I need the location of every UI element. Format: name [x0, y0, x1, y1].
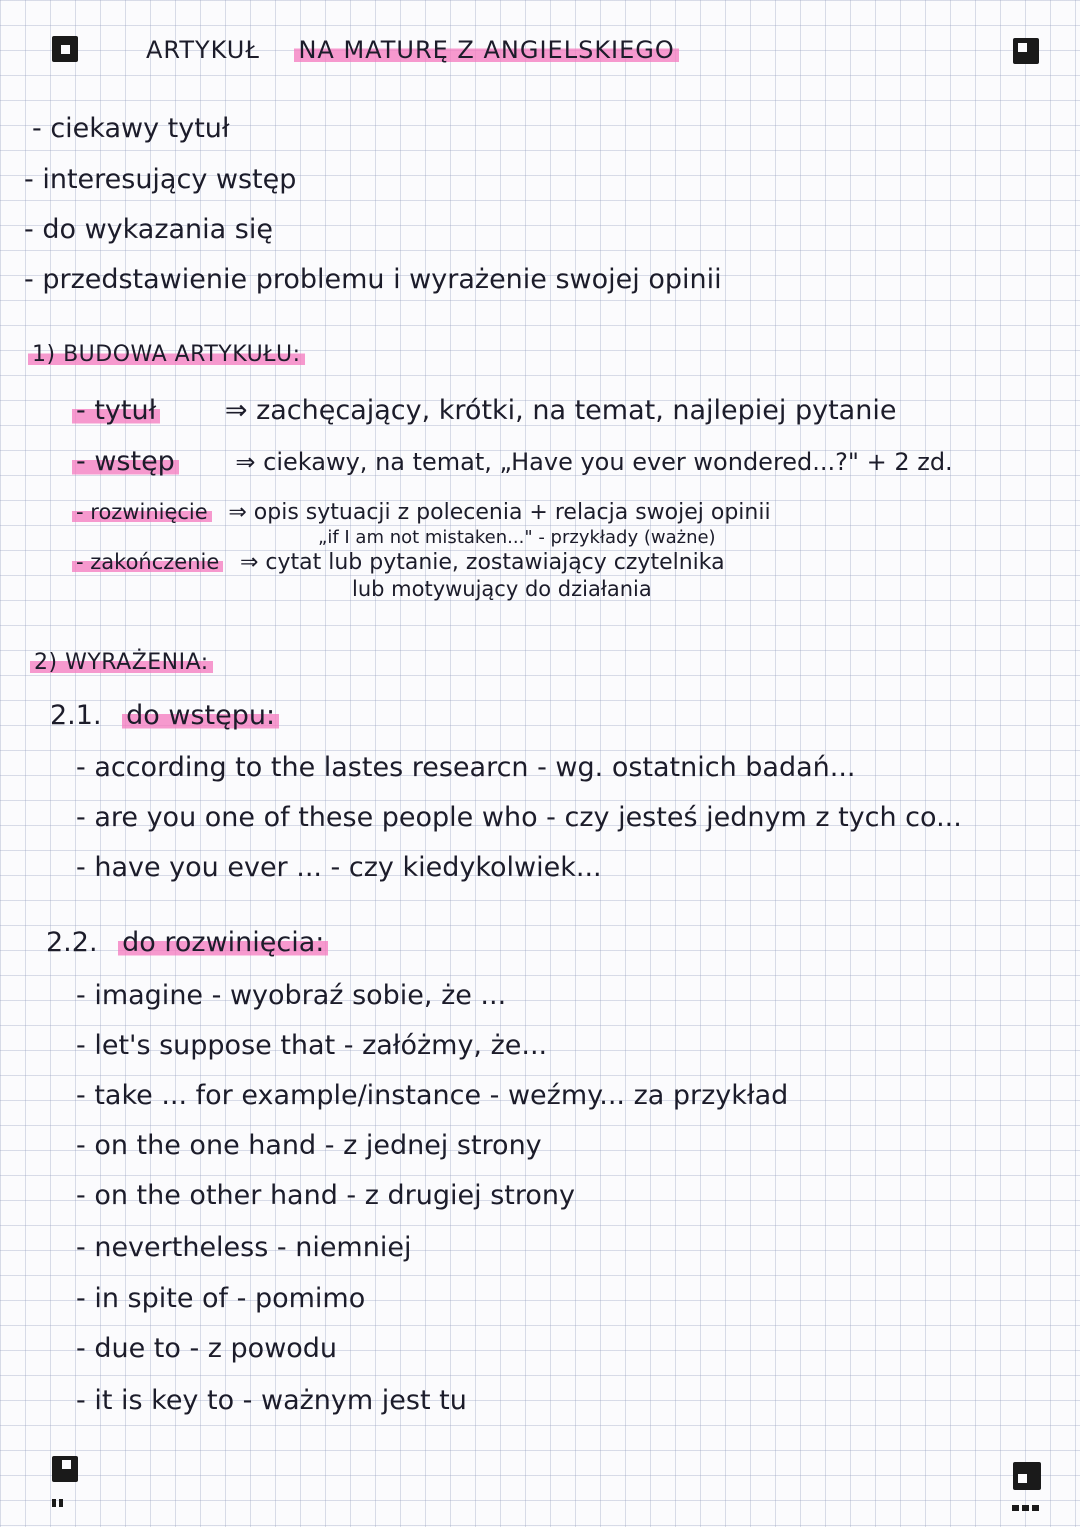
- corner-marker-bottom-left: [52, 1456, 78, 1482]
- structure-note-quote: „if I am not mistaken..." - przykłady (ważne): [318, 527, 716, 548]
- intro-item: - interesujący wstęp: [24, 164, 297, 195]
- sub2-number: 2.2.: [46, 927, 98, 958]
- section-heading: [30, 650, 213, 675]
- structure-desc: ⇒ cytat lub pytanie, zostawiający czytelnika: [239, 550, 725, 575]
- corner-marker-top-left: [52, 36, 78, 62]
- expression-item: - on the one hand - z jednej strony: [76, 1130, 542, 1161]
- structure-row: [72, 550, 725, 575]
- structure-desc: ⇒ ciekawy, na temat, „Have you ever wondered...?" + 2 zd.: [235, 448, 953, 476]
- structure-term: - tytuł: [72, 395, 160, 426]
- title-word-artykul: ARTYKUŁ: [146, 36, 260, 64]
- structure-desc: ⇒ opis sytuacji z polecenia + relacja swojej opinii: [228, 500, 771, 525]
- expression-item: - on the other hand - z drugiej strony: [76, 1180, 575, 1211]
- subsection-heading: [46, 927, 328, 958]
- page-title: [146, 36, 679, 64]
- expression-item: - nevertheless - niemniej: [76, 1232, 412, 1263]
- intro-item: - do wykazania się: [24, 214, 273, 245]
- expression-item: - imagine - wyobraź sobie, że ...: [76, 980, 507, 1011]
- expression-item: - according to the lastes researcn - wg. ostatnich badań...: [76, 752, 856, 783]
- section1-heading: 1) BUDOWA ARTYKUŁU:: [28, 342, 305, 367]
- expression-item: - take ... for example/instance - weźmy... za przykład: [76, 1080, 789, 1111]
- structure-row: [72, 500, 771, 525]
- title-rest: NA MATURĘ Z ANGIELSKIEGO: [294, 36, 678, 64]
- corner-marker-top-right: [1013, 38, 1039, 64]
- expression-item: - in spite of - pomimo: [76, 1283, 366, 1314]
- intro-item: - przedstawienie problemu i wyrażenie swojej opinii: [24, 264, 722, 295]
- sub2-label: do rozwinięcia:: [118, 927, 328, 958]
- structure-row: [72, 395, 896, 426]
- intro-item: - ciekawy tytuł: [32, 113, 230, 144]
- structure-desc: ⇒ zachęcający, krótki, na temat, najlepiej pytanie: [224, 395, 897, 426]
- structure-term: - wstęp: [72, 446, 179, 477]
- subsection-heading: [50, 700, 279, 731]
- structure-row: [72, 446, 953, 477]
- sub1-number: 2.1.: [50, 700, 102, 731]
- bar-marker-bottom-right: [1012, 1496, 1042, 1515]
- corner-marker-bottom-right: [1013, 1462, 1041, 1490]
- expression-item: - have you ever ... - czy kiedykolwiek...: [76, 852, 602, 883]
- expression-item: - are you one of these people who - czy jesteś jednym z tych co...: [76, 802, 962, 833]
- section-heading: [28, 342, 305, 367]
- structure-term: - rozwinięcie: [72, 500, 212, 524]
- sub1-label: do wstępu:: [122, 700, 279, 731]
- structure-note-end: lub motywujący do działania: [352, 577, 652, 601]
- expression-item: - it is key to - ważnym jest tu: [76, 1385, 467, 1416]
- section2-heading: 2) WYRAŻENIA:: [30, 650, 213, 675]
- expression-item: - let's suppose that - załóżmy, że...: [76, 1030, 548, 1061]
- bar-marker-bottom-left: [52, 1492, 66, 1511]
- structure-term: - zakończenie: [72, 550, 223, 574]
- expression-item: - due to - z powodu: [76, 1333, 338, 1364]
